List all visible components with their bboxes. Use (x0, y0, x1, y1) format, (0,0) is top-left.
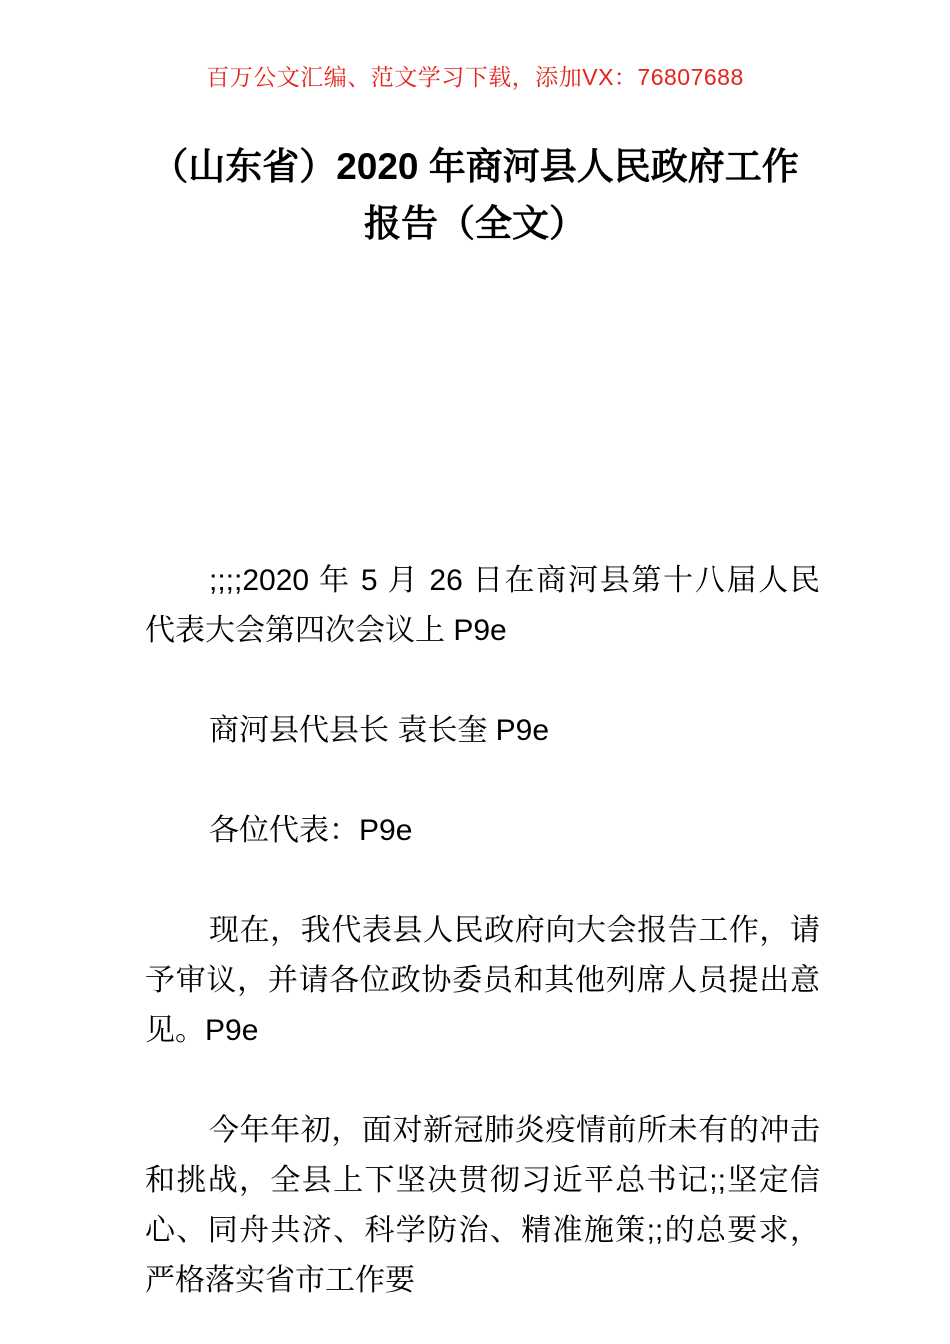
body-paragraph: 现在，我代表县人民政府向大会报告工作，请予审议，并请各位政协委员和其他列席人员提出意见。P9e (145, 914, 820, 1047)
body-paragraph: 商河县代县长 袁长奎 P9e (209, 714, 550, 747)
title-body-gap (0, 252, 950, 556)
promo-notice: 百万公文汇编、范文学习下载，添加VX：76807688 (206, 64, 744, 90)
body-paragraph: ;;;;2020 年 5 月 26 日在商河县第十八届人民代表大会第四次会议上 P9e (145, 564, 820, 647)
document-body (145, 556, 820, 1306)
document-title: （山东省）2020 年商河县人民政府工作报告（全文） (151, 146, 799, 244)
body-paragraph: 今年年初，面对新冠肺炎疫情前所未有的冲击和挑战，全县上下坚决贯彻习近平总书记;;坚定信心、同舟共济、科学防治、精准施策;;的总要求，严格落实省市工作要 (145, 1114, 820, 1297)
body-paragraph: 各位代表：P9e (209, 814, 413, 847)
